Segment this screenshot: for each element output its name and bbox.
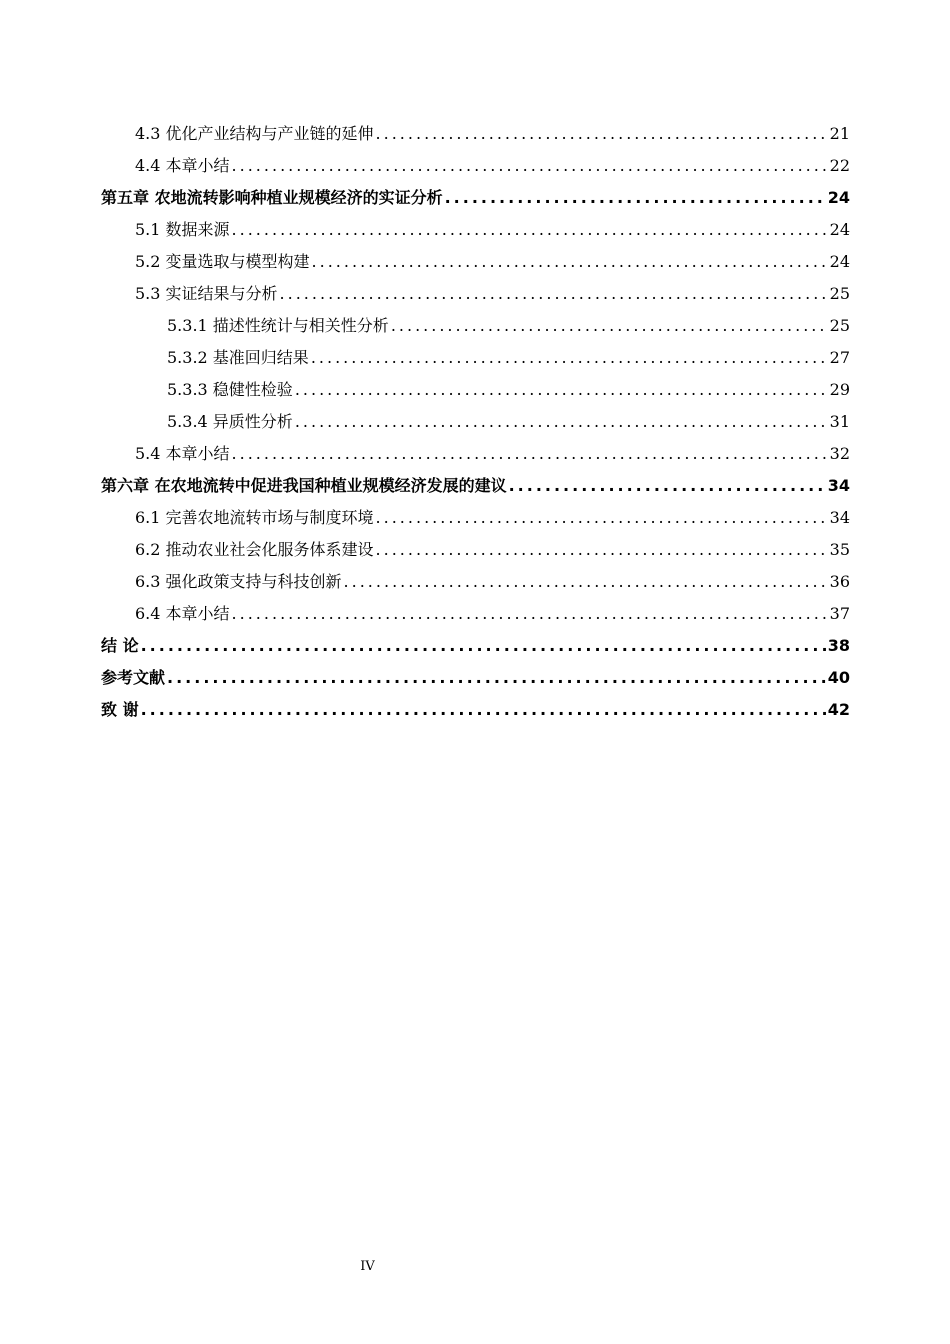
toc-subentry[interactable] [101,310,850,342]
toc-leader-dots [141,630,826,662]
toc-entry[interactable] [101,534,850,566]
toc-entry-page: 38 [827,636,850,655]
toc-entry-title: 5.4 本章小结 [135,444,230,463]
toc-subentry[interactable] [101,374,850,406]
toc-entry[interactable] [101,566,850,598]
toc-leader-dots [141,694,826,726]
toc-entry-title: 5.3 实证结果与分析 [135,284,278,303]
toc-leader-dots [295,374,828,406]
toc-entry-title: 结 论 [101,636,139,655]
toc-chapter-entry[interactable] [101,694,850,726]
page-number: IV [360,1259,375,1274]
toc-entry[interactable] [101,502,850,534]
toc-entry[interactable] [101,150,850,182]
table-of-contents [101,118,850,726]
toc-entry-page: 24 [827,188,850,207]
toc-entry-title: 4.4 本章小结 [135,156,230,175]
toc-leader-dots [232,214,828,246]
toc-chapter-entry[interactable] [101,182,850,214]
toc-entry-page: 34 [827,476,850,495]
toc-leader-dots [344,566,828,598]
toc-leader-dots [311,342,828,374]
toc-entry-title: 5.3.2 基准回归结果 [167,348,309,367]
toc-subentry[interactable] [101,342,850,374]
toc-entry-title: 5.2 变量选取与模型构建 [135,252,310,271]
toc-entry-page: 24 [829,220,850,239]
toc-chapter-entry[interactable] [101,662,850,694]
toc-leader-dots [232,150,828,182]
toc-entry-page: 31 [829,412,850,431]
toc-leader-dots [376,502,828,534]
toc-leader-dots [376,118,828,150]
toc-entry-page: 36 [829,572,850,591]
toc-leader-dots [509,470,826,502]
toc-entry-title: 6.2 推动农业社会化服务体系建设 [135,540,374,559]
toc-entry-page: 42 [827,700,850,719]
toc-entry-page: 21 [829,124,850,143]
toc-entry-page: 40 [827,668,850,687]
toc-entry-title: 5.3.1 描述性统计与相关性分析 [167,316,389,335]
toc-leader-dots [280,278,828,310]
toc-entry-title: 5.1 数据来源 [135,220,230,239]
toc-entry[interactable] [101,278,850,310]
toc-entry-title: 第五章 农地流转影响种植业规模经济的实证分析 [101,188,443,207]
toc-subentry[interactable] [101,406,850,438]
toc-entry-page: 27 [829,348,850,367]
toc-entry-page: 29 [829,380,850,399]
toc-entry[interactable] [101,118,850,150]
toc-entry-page: 32 [829,444,850,463]
toc-entry-page: 35 [829,540,850,559]
toc-entry-title: 参考文献 [101,668,166,687]
toc-leader-dots [445,182,826,214]
toc-chapter-entry[interactable] [101,470,850,502]
toc-entry-title: 5.3.4 异质性分析 [167,412,293,431]
toc-chapter-entry[interactable] [101,630,850,662]
toc-entry[interactable] [101,438,850,470]
toc-entry-title: 6.1 完善农地流转市场与制度环境 [135,508,374,527]
toc-entry-title: 6.3 强化政策支持与科技创新 [135,572,342,591]
toc-entry-title: 致 谢 [101,700,139,719]
toc-entry-page: 37 [829,604,850,623]
toc-entry-page: 34 [829,508,850,527]
toc-leader-dots [232,598,828,630]
toc-entry-page: 24 [829,252,850,271]
toc-entry[interactable] [101,598,850,630]
toc-entry-page: 22 [829,156,850,175]
toc-leader-dots [376,534,828,566]
toc-entry-title: 4.3 优化产业结构与产业链的延伸 [135,124,374,143]
toc-entry[interactable] [101,214,850,246]
toc-entry-title: 5.3.3 稳健性检验 [167,380,293,399]
toc-leader-dots [232,438,828,470]
toc-leader-dots [312,246,828,278]
toc-entry[interactable] [101,246,850,278]
toc-entry-page: 25 [829,284,850,303]
toc-entry-title: 6.4 本章小结 [135,604,230,623]
toc-entry-page: 25 [829,316,850,335]
toc-entry-title: 第六章 在农地流转中促进我国种植业规模经济发展的建议 [101,476,507,495]
toc-leader-dots [167,662,826,694]
toc-leader-dots [295,406,828,438]
toc-leader-dots [391,310,828,342]
